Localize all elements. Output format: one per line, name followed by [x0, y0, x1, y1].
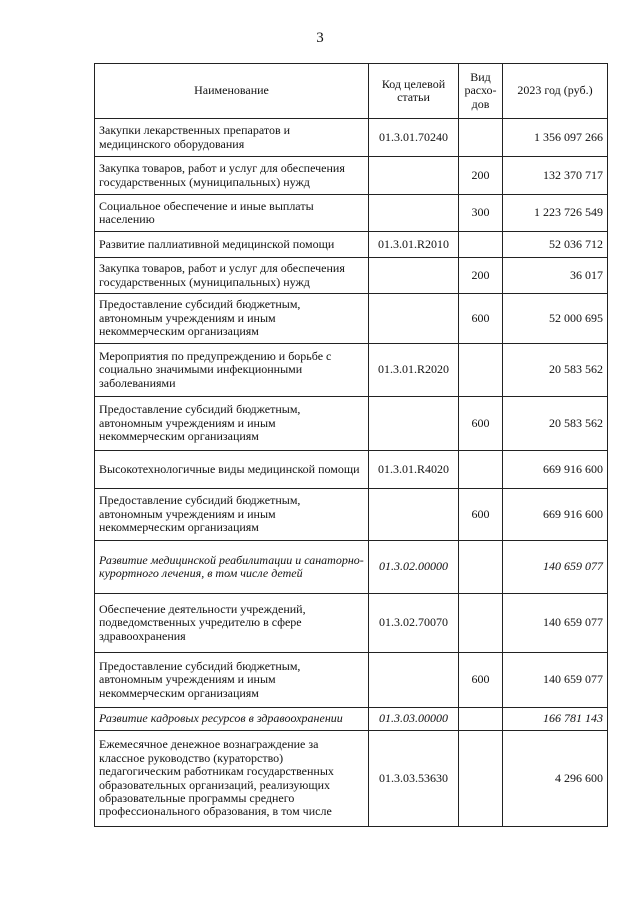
- row-sum: 52 036 712: [503, 232, 608, 258]
- row-sum: 669 916 600: [503, 489, 608, 541]
- row-code: [369, 195, 459, 232]
- row-sum: 1 223 726 549: [503, 195, 608, 232]
- header-name: Наименование: [95, 64, 369, 119]
- row-vid: 600: [459, 397, 503, 451]
- table-row: [95, 541, 608, 594]
- row-code: 01.3.01.R2020: [369, 344, 459, 397]
- row-vid: 600: [459, 294, 503, 344]
- row-sum: 4 296 600: [503, 731, 608, 827]
- row-code: 01.3.02.00000: [369, 541, 459, 594]
- row-sum: 20 583 562: [503, 397, 608, 451]
- table-row: [95, 258, 608, 294]
- row-sum: 132 370 717: [503, 157, 608, 195]
- row-code: 01.3.01.R2010: [369, 232, 459, 258]
- row-code: 01.3.01.R4020: [369, 451, 459, 489]
- row-code: [369, 489, 459, 541]
- row-vid: [459, 731, 503, 827]
- row-vid: 600: [459, 489, 503, 541]
- row-vid: 200: [459, 258, 503, 294]
- table-header-row: [95, 64, 608, 119]
- row-sum: 140 659 077: [503, 594, 608, 653]
- table-row: [95, 594, 608, 653]
- row-code: [369, 653, 459, 708]
- row-vid: [459, 344, 503, 397]
- row-vid: [459, 594, 503, 653]
- table-row: [95, 119, 608, 157]
- row-sum: 140 659 077: [503, 541, 608, 594]
- table-row: [95, 344, 608, 397]
- header-sum: 2023 год (руб.): [503, 64, 608, 119]
- row-vid: [459, 119, 503, 157]
- row-sum: 1 356 097 266: [503, 119, 608, 157]
- table-row: [95, 195, 608, 232]
- row-name: Предоставление субсидий бюджетным, автономным учреждениям и иным некоммерческим организациям: [95, 397, 369, 451]
- row-name: Социальное обеспечение и иные выплаты населению: [95, 195, 369, 232]
- page-number: 3: [316, 30, 324, 46]
- row-name: Закупка товаров, работ и услуг для обеспечения государственных (муниципальных) нужд: [95, 258, 369, 294]
- row-code: 01.3.02.70070: [369, 594, 459, 653]
- row-name: Предоставление субсидий бюджетным, автономным учреждениям и иным некоммерческим организациям: [95, 653, 369, 708]
- row-code: [369, 258, 459, 294]
- row-vid: 200: [459, 157, 503, 195]
- table-row: [95, 232, 608, 258]
- table-row: [95, 489, 608, 541]
- row-name: Мероприятия по предупреждению и борьбе с социально значимыми инфекционными заболеваниями: [95, 344, 369, 397]
- row-code: [369, 294, 459, 344]
- row-name: Ежемесячное денежное вознаграждение за классное руководство (кураторство) педагогическим работникам государственных образовательных организаций, реализующих образовательные программы среднего профессионального образования, в том числе: [95, 731, 369, 827]
- row-code: 01.3.03.00000: [369, 708, 459, 731]
- row-name: Развитие кадровых ресурсов в здравоохранении: [95, 708, 369, 731]
- row-code: 01.3.01.70240: [369, 119, 459, 157]
- row-name: Развитие паллиативной медицинской помощи: [95, 232, 369, 258]
- row-name: Обеспечение деятельности учреждений, подведомственных учредителю в сфере здравоохранения: [95, 594, 369, 653]
- header-code: Код целевой статьи: [369, 64, 459, 119]
- row-vid: 600: [459, 653, 503, 708]
- table-row: [95, 294, 608, 344]
- row-sum: 166 781 143: [503, 708, 608, 731]
- row-name: Развитие медицинской реабилитации и санаторно-курортного лечения, в том числе детей: [95, 541, 369, 594]
- row-code: [369, 157, 459, 195]
- table-row: [95, 708, 608, 731]
- table-row: [95, 731, 608, 827]
- row-name: Предоставление субсидий бюджетным, автономным учреждениям и иным некоммерческим организациям: [95, 489, 369, 541]
- row-name: Предоставление субсидий бюджетным, автономным учреждениям и иным некоммерческим организациям: [95, 294, 369, 344]
- table-row: [95, 451, 608, 489]
- row-sum: 20 583 562: [503, 344, 608, 397]
- row-vid: [459, 708, 503, 731]
- table-row: [95, 653, 608, 708]
- row-code: 01.3.03.53630: [369, 731, 459, 827]
- budget-table: [94, 63, 608, 827]
- row-vid: 300: [459, 195, 503, 232]
- row-sum: 36 017: [503, 258, 608, 294]
- table-row: [95, 157, 608, 195]
- row-vid: [459, 451, 503, 489]
- header-vid: Вид расхо-дов: [459, 64, 503, 119]
- row-name: Закупка товаров, работ и услуг для обеспечения государственных (муниципальных) нужд: [95, 157, 369, 195]
- row-sum: 669 916 600: [503, 451, 608, 489]
- row-sum: 52 000 695: [503, 294, 608, 344]
- row-name: Закупки лекарственных препаратов и медицинского оборудования: [95, 119, 369, 157]
- row-vid: [459, 232, 503, 258]
- row-vid: [459, 541, 503, 594]
- row-sum: 140 659 077: [503, 653, 608, 708]
- row-name: Высокотехнологичные виды медицинской помощи: [95, 451, 369, 489]
- row-code: [369, 397, 459, 451]
- table-row: [95, 397, 608, 451]
